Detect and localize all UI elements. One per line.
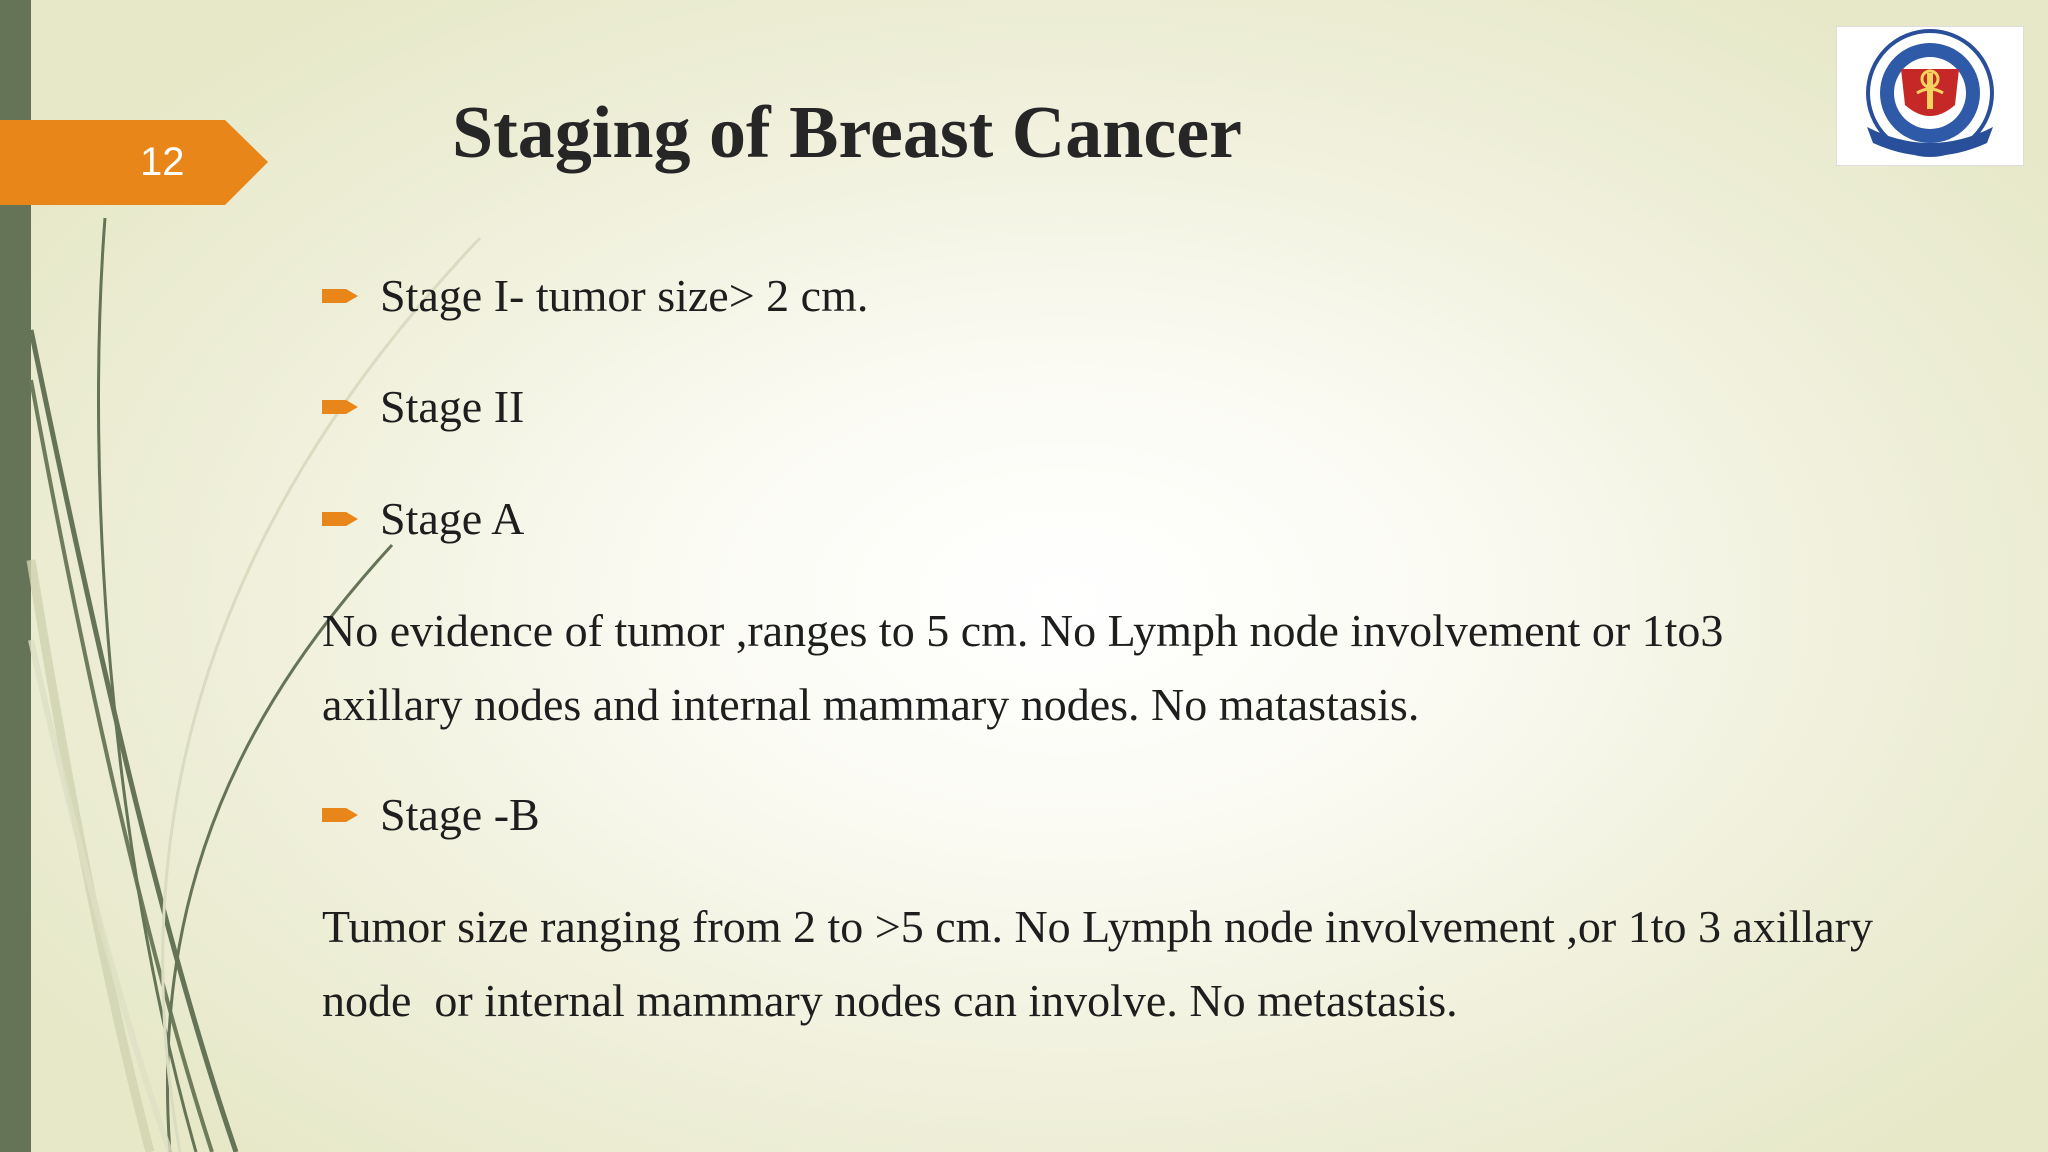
arrow-bullet-icon — [322, 286, 358, 306]
slide-number: 12 — [140, 140, 185, 184]
stage-a-description — [322, 594, 2002, 742]
paragraph-line: axillary nodes and internal mammary nodes. No matastasis. — [322, 679, 1420, 730]
arrow-bullet-icon — [322, 805, 358, 825]
slide-number-tab — [0, 120, 268, 205]
bullet-item-stage-b — [322, 785, 540, 845]
university-seal-logo — [1836, 26, 2024, 166]
bullet-text: Stage I- tumor size> 2 cm. — [380, 270, 869, 321]
bullet-text: Stage A — [380, 493, 525, 544]
slide-title: Staging of Breast Cancer — [452, 92, 1242, 174]
paragraph-line: No evidence of tumor ,ranges to 5 cm. No Lymph node involvement or 1to3 — [322, 605, 1724, 656]
bullet-item-stage-a — [322, 489, 524, 549]
paragraph-line: Tumor size ranging from 2 to >5 cm. No Lymph node involvement ,or 1to 3 axillary — [322, 901, 1873, 952]
arrow-bullet-icon — [322, 397, 358, 417]
bullet-text: Stage -B — [380, 789, 540, 840]
paragraph-line: node or internal mammary nodes can involve. No metastasis. — [322, 975, 1458, 1026]
bullet-item-stage-2 — [322, 377, 524, 437]
bullet-text: Stage II — [380, 381, 525, 432]
arrow-bullet-icon — [322, 509, 358, 529]
stage-b-description — [322, 890, 2002, 1038]
bullet-item-stage-1 — [322, 266, 868, 326]
